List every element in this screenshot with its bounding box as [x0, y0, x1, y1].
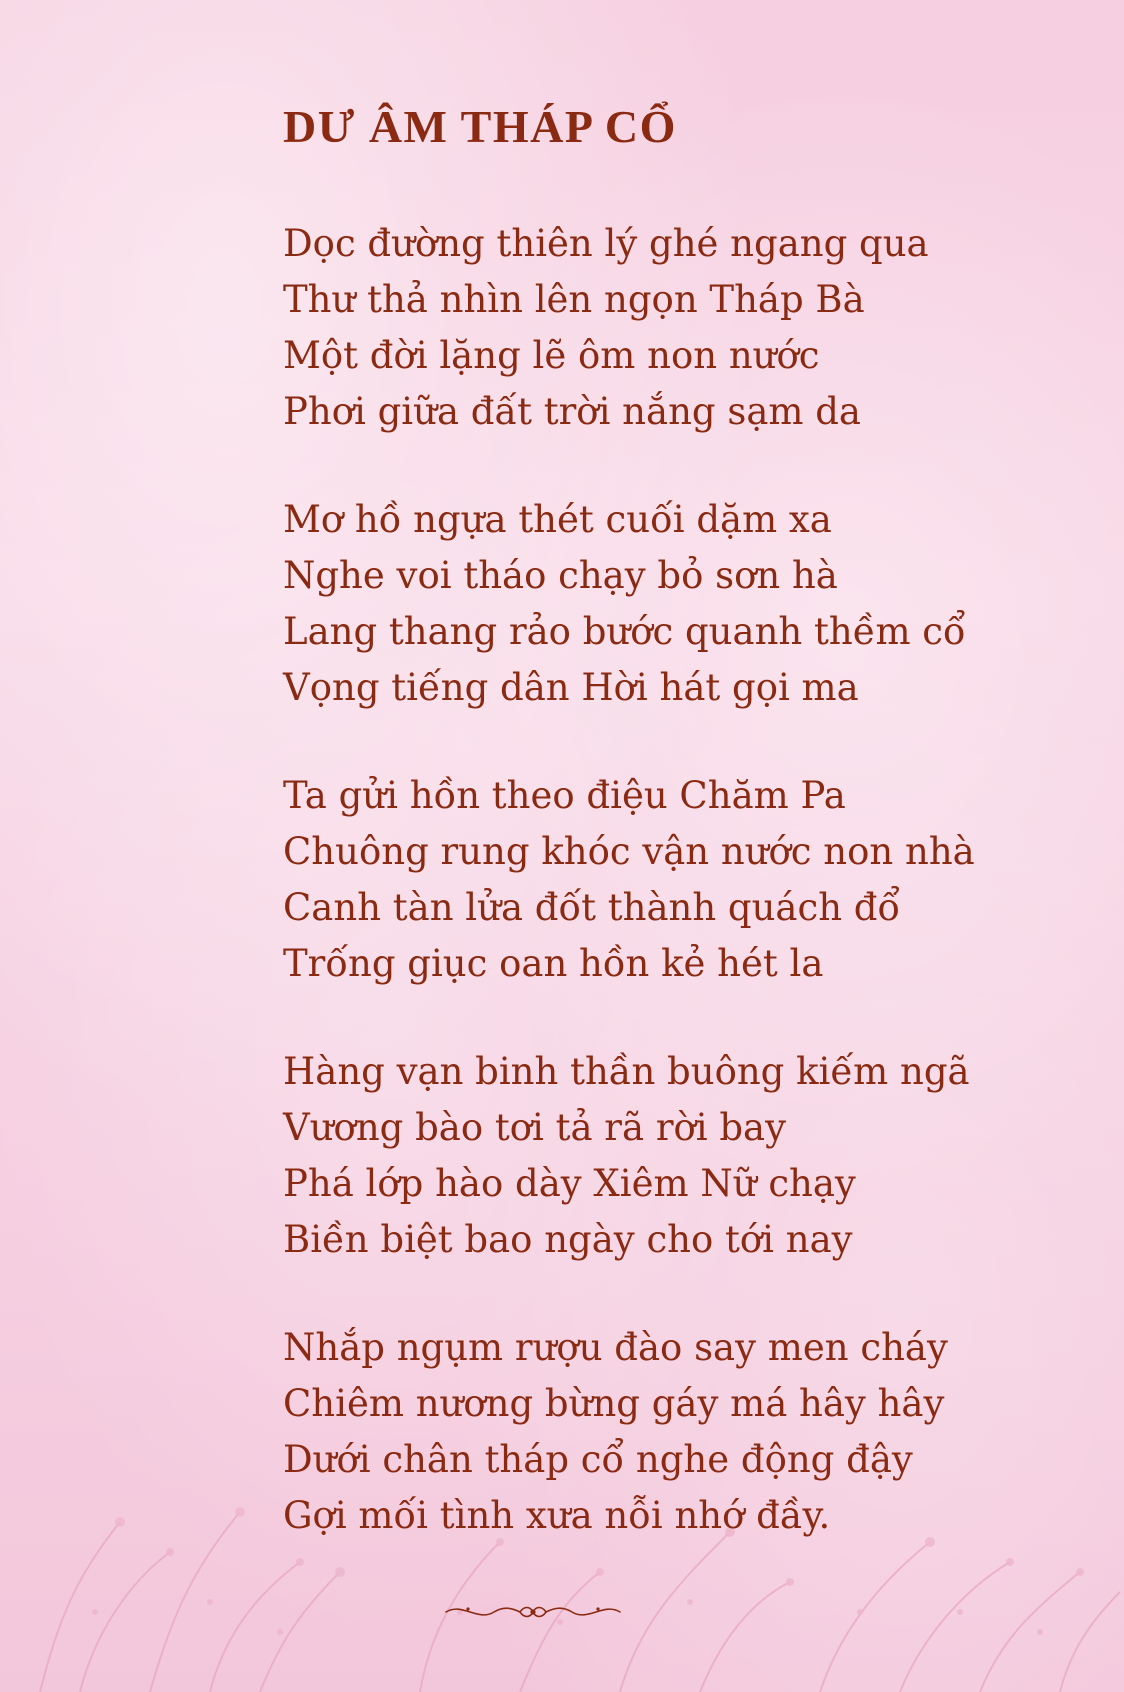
poem-line: Vương bào tơi tả rã rời bay: [283, 1106, 787, 1149]
poem-line: Mơ hồ ngựa thét cuối dặm xa: [283, 498, 832, 541]
stanza: [283, 216, 1043, 440]
poem-line: Chuông rung khóc vận nước non nhà: [283, 830, 975, 873]
poem-line: Chiêm nương bừng gáy má hây hây: [283, 1382, 945, 1425]
poem-title: DƯ ÂM THÁP CỔ: [283, 101, 677, 152]
poem-line: Một đời lặng lẽ ôm non nước: [283, 334, 820, 377]
poem-line: Gợi mối tình xưa nỗi nhớ đầy.: [283, 1494, 831, 1537]
poem-line: Dọc đường thiên lý ghé ngang qua: [283, 222, 929, 265]
flourish-divider-icon: [438, 1598, 628, 1626]
poem-line: Nhắp ngụm rượu đào say men cháy: [283, 1326, 948, 1369]
poem-line: Biền biệt bao ngày cho tới nay: [283, 1218, 853, 1261]
stanza: [283, 1044, 1043, 1268]
stanza: [283, 492, 1043, 716]
poem-line: Hàng vạn binh thần buông kiếm ngã: [283, 1050, 970, 1093]
poem: [283, 96, 1043, 1596]
stanza: [283, 768, 1043, 992]
poem-line: Trống giục oan hồn kẻ hét la: [283, 942, 824, 985]
poem-line: Vọng tiếng dân Hời hát gọi ma: [283, 666, 859, 709]
poem-line: Canh tàn lửa đốt thành quách đổ: [283, 886, 901, 929]
poem-line: Ta gửi hồn theo điệu Chăm Pa: [283, 774, 846, 817]
poem-line: Nghe voi tháo chạy bỏ sơn hà: [283, 554, 838, 597]
stanza: [283, 1320, 1043, 1544]
poem-line: Phá lớp hào dày Xiêm Nữ chạy: [283, 1162, 856, 1205]
poem-line: Phơi giữa đất trời nắng sạm da: [283, 390, 861, 433]
poem-line: Dưới chân tháp cổ nghe động đậy: [283, 1438, 913, 1481]
poem-line: Lang thang rảo bước quanh thềm cổ: [283, 610, 966, 653]
poem-line: Thư thả nhìn lên ngọn Tháp Bà: [283, 278, 865, 321]
